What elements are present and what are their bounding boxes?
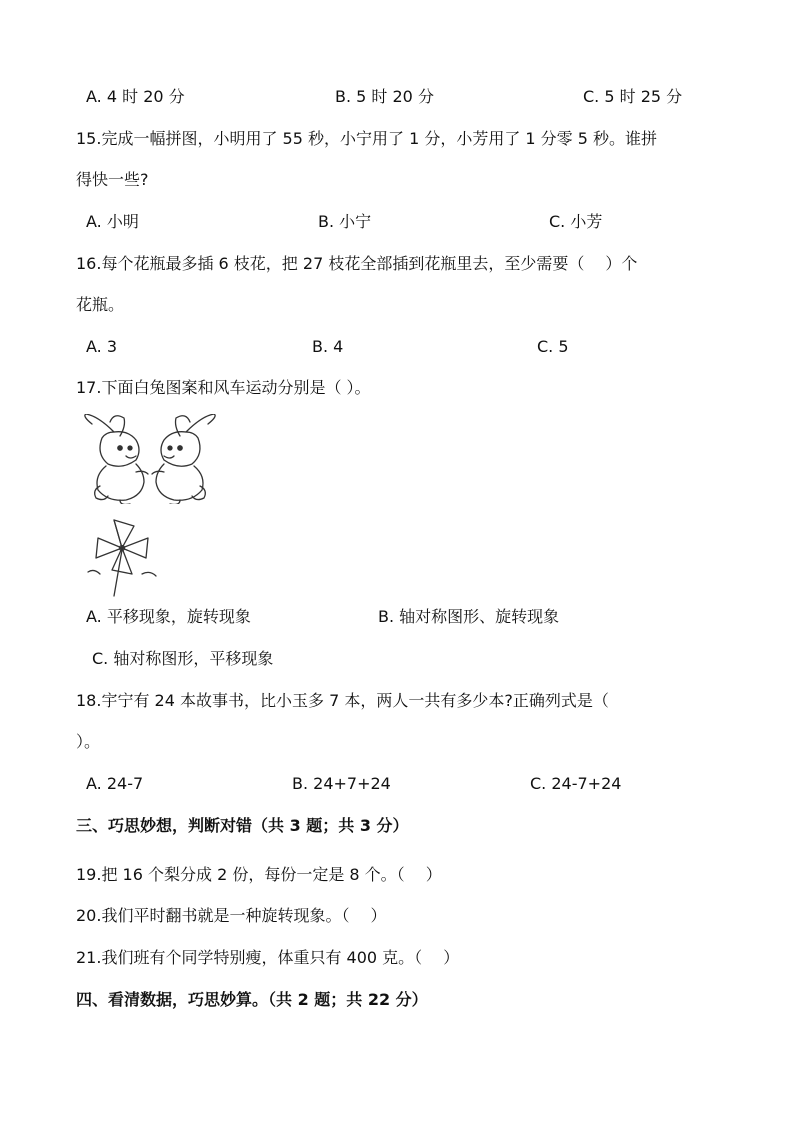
pinwheel-icon [88, 520, 156, 596]
q15-stem-line2: 得快一些? [76, 170, 149, 189]
q18-option-c: C. 24-7+24 [530, 774, 622, 793]
q15-option-c: C. 小芳 [549, 212, 603, 231]
q18-stem-line1: 18.宇宁有 24 本故事书，比小玉多 7 本，两人一共有多少本?正确列式是（ [76, 691, 609, 710]
q21-text: 21.我们班有个同学特别瘦，体重只有 400 克。（ ） [76, 948, 460, 967]
section3-title: 三、巧思妙想，判断对错（共 3 题；共 3 分） [76, 816, 409, 835]
rabbits-image [80, 414, 220, 504]
q18-stem-line2: ）。 [76, 732, 101, 751]
right-rabbit-icon [152, 414, 215, 504]
q15-option-b: B. 小宁 [318, 212, 372, 231]
section4-title: 四、看清数据，巧思妙算。（共 2 题；共 22 分） [76, 990, 428, 1009]
q15-option-a: A. 小明 [86, 212, 139, 231]
q18-option-a: A. 24-7 [86, 774, 144, 793]
left-rabbit-icon [85, 414, 148, 504]
pinwheel-image [84, 512, 160, 598]
q16-option-b: B. 4 [312, 337, 344, 356]
q16-stem-line2: 花瓶。 [76, 295, 125, 314]
q14-option-a: A. 4 时 20 分 [86, 87, 185, 106]
q17-option-b: B. 轴对称图形、旋转现象 [378, 607, 560, 626]
q14-option-c: C. 5 时 25 分 [583, 87, 683, 106]
q15-stem-line1: 15.完成一幅拼图，小明用了 55 秒，小宁用了 1 分，小芳用了 1 分零 5 秒。谁拼 [76, 129, 658, 148]
q17-option-a: A. 平移现象，旋转现象 [86, 607, 251, 626]
q17-option-c: C. 轴对称图形，平移现象 [92, 649, 274, 668]
q20-text: 20.我们平时翻书就是一种旋转现象。（ ） [76, 906, 387, 925]
q17-stem-line1: 17.下面白兔图案和风车运动分别是（ ）。 [76, 378, 371, 397]
q16-option-c: C. 5 [537, 337, 569, 356]
q16-option-a: A. 3 [86, 337, 118, 356]
q16-stem-line1: 16.每个花瓶最多插 6 枝花，把 27 枝花全部插到花瓶里去，至少需要（ ）个 [76, 254, 638, 273]
q18-option-b: B. 24+7+24 [292, 774, 391, 793]
q14-option-b: B. 5 时 20 分 [335, 87, 434, 106]
q19-text: 19.把 16 个梨分成 2 份，每份一定是 8 个。（ ） [76, 865, 442, 884]
